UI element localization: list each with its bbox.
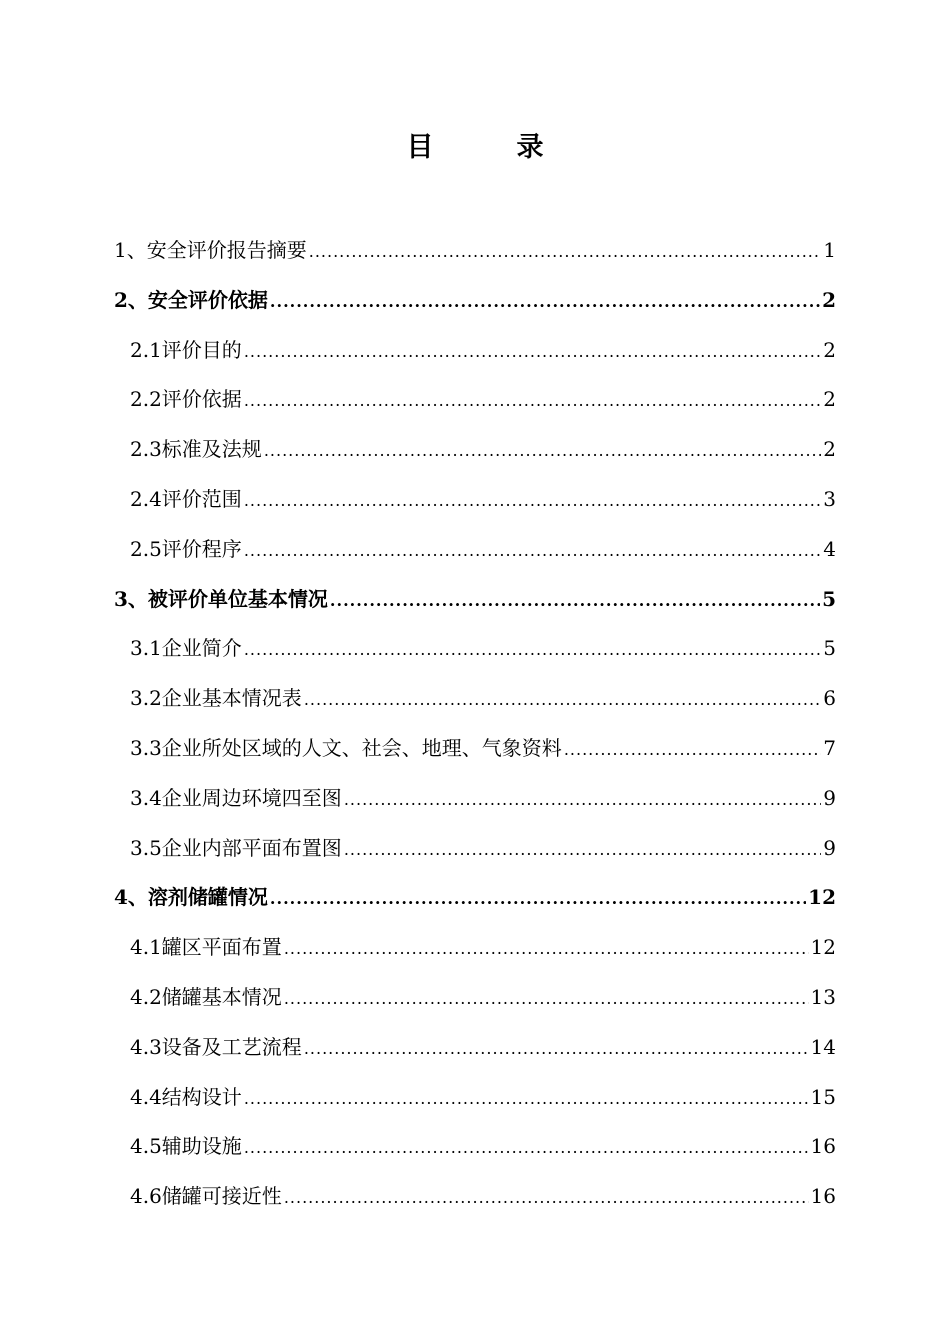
- toc-entry[interactable]: [114, 674, 836, 724]
- toc-entry[interactable]: [114, 226, 836, 276]
- toc-entry-page: 2: [823, 387, 836, 412]
- toc-leader-dots: [284, 924, 809, 974]
- toc-entry-page: 4: [823, 536, 836, 561]
- toc-entry-page: 2: [823, 437, 836, 462]
- toc-entry-label: 2.2评价依据: [130, 387, 242, 412]
- toc-entry[interactable]: [114, 923, 836, 973]
- toc-entry[interactable]: [114, 425, 836, 475]
- toc-entry-page: 3: [823, 486, 836, 511]
- toc-entry[interactable]: [114, 1073, 836, 1123]
- toc-entry-label: 3.3企业所处区域的人文、社会、地理、气象资料: [130, 735, 562, 760]
- toc-leader-dots: [244, 1123, 809, 1173]
- toc-entry[interactable]: [114, 475, 836, 525]
- toc-entry-label: 2.4评价范围: [130, 486, 242, 511]
- toc-entry[interactable]: [114, 375, 836, 425]
- toc-entry[interactable]: [114, 276, 836, 326]
- toc-entry[interactable]: [114, 824, 836, 874]
- toc-entry[interactable]: [114, 774, 836, 824]
- toc-leader-dots: [304, 1024, 809, 1074]
- toc-entry-page: 5: [823, 636, 836, 661]
- toc-entry-page: 7: [823, 735, 836, 760]
- toc-entry[interactable]: [114, 624, 836, 674]
- toc-entry-label: 4.6储罐可接近性: [130, 1184, 282, 1209]
- toc-entry[interactable]: [114, 1172, 836, 1222]
- toc-entry-page: 15: [810, 1084, 836, 1109]
- toc-entry-label: 2.1评价目的: [130, 337, 242, 362]
- toc-leader-dots: [344, 825, 821, 875]
- toc-entry-label: 3.5企业内部平面布置图: [130, 835, 342, 860]
- toc-entry-page: 16: [810, 1134, 836, 1159]
- toc-entry[interactable]: [114, 724, 836, 774]
- toc-entry-label: 2.5评价程序: [130, 536, 242, 561]
- toc-list: [114, 226, 836, 1222]
- toc-leader-dots: [244, 526, 821, 576]
- toc-leader-dots: [264, 426, 821, 476]
- toc-entry[interactable]: [114, 873, 836, 923]
- toc-entry[interactable]: [114, 973, 836, 1023]
- toc-entry-page: 1: [823, 238, 836, 262]
- toc-leader-dots: [244, 476, 821, 526]
- toc-entry[interactable]: [114, 525, 836, 575]
- toc-entry-label: 4.4结构设计: [130, 1084, 242, 1109]
- toc-leader-dots: [270, 277, 820, 327]
- toc-entry-page: 6: [823, 686, 836, 711]
- toc-entry-label: 4.5辅助设施: [130, 1134, 242, 1159]
- toc-leader-dots: [244, 625, 821, 675]
- toc-leader-dots: [344, 775, 821, 825]
- toc-entry-label: 3.4企业周边环境四至图: [130, 785, 342, 810]
- toc-title: 目 录: [406, 132, 572, 163]
- toc-leader-dots: [244, 376, 821, 426]
- toc-entry-page: 5: [822, 586, 836, 611]
- toc-entry-page: 9: [823, 785, 836, 810]
- toc-entry-label: 3、被评价单位基本情况: [114, 586, 328, 611]
- toc-entry-page: 16: [810, 1184, 836, 1209]
- toc-entry-label: 4.3设备及工艺流程: [130, 1034, 302, 1059]
- toc-entry-page: 12: [808, 885, 836, 910]
- toc-leader-dots: [244, 1074, 809, 1124]
- toc-entry-label: 2.3标准及法规: [130, 437, 262, 462]
- toc-entry-label: 2、安全评价依据: [114, 287, 268, 312]
- toc-leader-dots: [309, 227, 822, 277]
- toc-entry[interactable]: [114, 326, 836, 376]
- toc-entry-label: 4.1罐区平面布置: [130, 935, 282, 960]
- toc-entry[interactable]: [114, 575, 836, 625]
- toc-entry-page: 9: [823, 835, 836, 860]
- toc-entry-page: 12: [810, 935, 836, 960]
- toc-leader-dots: [284, 1173, 809, 1223]
- toc-entry-label: 4、溶剂储罐情况: [114, 885, 268, 910]
- toc-entry-page: 14: [810, 1034, 836, 1059]
- toc-leader-dots: [284, 974, 809, 1024]
- toc-entry-label: 3.2企业基本情况表: [130, 686, 302, 711]
- toc-entry-page: 13: [810, 984, 836, 1009]
- toc-entry-page: 2: [823, 337, 836, 362]
- toc-leader-dots: [304, 675, 821, 725]
- toc-entry-page: 2: [822, 287, 836, 312]
- toc-leader-dots: [564, 725, 821, 775]
- toc-entry-label: 4.2储罐基本情况: [130, 984, 282, 1009]
- toc-entry[interactable]: [114, 1122, 836, 1172]
- toc-entry-label: 3.1企业简介: [130, 636, 242, 661]
- toc-leader-dots: [270, 874, 806, 924]
- toc-entry[interactable]: [114, 1023, 836, 1073]
- toc-leader-dots: [244, 327, 821, 377]
- toc-leader-dots: [330, 576, 820, 626]
- toc-entry-label: 1、安全评价报告摘要: [114, 238, 307, 262]
